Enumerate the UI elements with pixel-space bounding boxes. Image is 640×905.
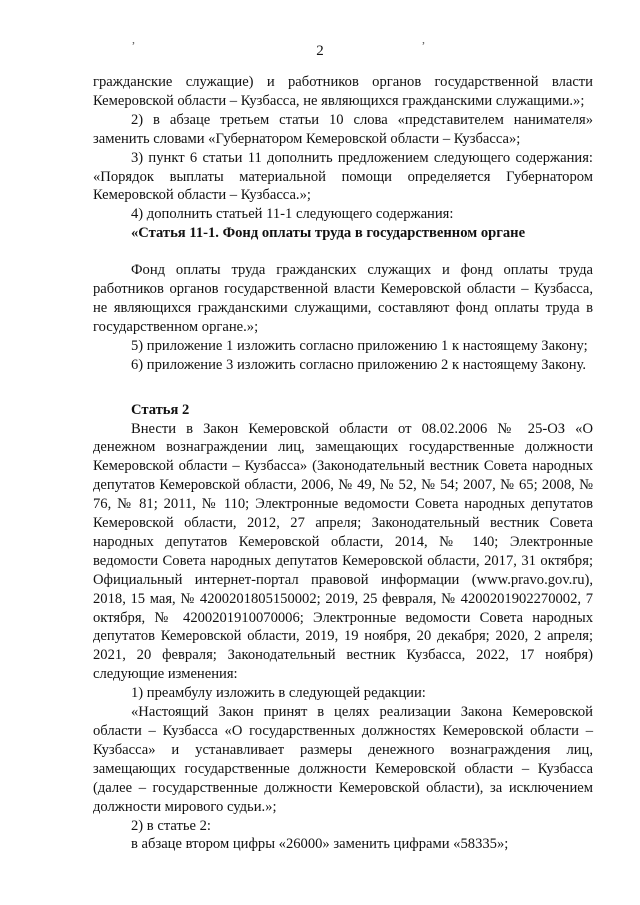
document-body bbox=[93, 73, 593, 854]
paragraph: 5) приложение 1 изложить согласно приложению 1 к настоящему Закону; bbox=[131, 337, 588, 354]
paragraph: 2) в абзаце третьем статьи 10 слова «представителем нанимателя» заменить словами «Губернатором Кемеровской области – Кузбасса»; bbox=[93, 111, 593, 147]
article-heading: «Статья 11-1. Фонд оплаты труда в государственном органе bbox=[131, 225, 526, 242]
paragraph: 1) преамбулу изложить в следующей редакции: bbox=[131, 685, 426, 702]
scan-mark: , bbox=[132, 32, 135, 46]
paragraph: «Настоящий Закон принят в целях реализации Закона Кемеровской области – Кузбасса «О государственных должностях Кемеровской области – Кузбасса» и устанавливает размеры денежного вознаграждения лиц, замещающих государственные должности Кемеровской области – Кузбасса (далее – государственные должности Кемеровской области), за исключением должности мирового судьи.»; bbox=[93, 704, 593, 815]
paragraph: в абзаце втором цифры «26000» заменить цифрами «58335»; bbox=[131, 836, 509, 853]
paragraph: гражданские служащие) и работников органов государственной власти Кемеровской области – Кузбасса, не являющихся гражданскими служащими.»; bbox=[93, 74, 593, 109]
paragraph: Фонд оплаты труда гражданских служащих и фонд оплаты труда работников органов государственной власти Кемеровской области – Кузбасса, не являющихся гражданскими служащими, составляют фонд оплаты труда в государственном органе.»; bbox=[93, 262, 593, 335]
page-number: 2 bbox=[316, 43, 324, 59]
paragraph: Внести в Закон Кемеровской области от 08.02.2006 № 25-ОЗ «О денежном вознаграждении лиц, замещающих государственные должности Кемеровской области – Кузбасса» (Законодательный вестник Совета народных депутатов Кемеровской области, 2006, № 49, № 52, № 54; 2007, № 65; 2008, № 76, № 81; 2011, № 110; Электронные ведомости Совета народных депутатов Кемеровской области, 2012, 27 апреля; Законодательный вестник Совета народных депутатов Кемеровской области, 2014, № 140; Электронные ведомости Совета народных депутатов Кемеровской области, 2017, 31 октября; Официальный интернет-портал правовой информации (www.pravo.gov.ru), 2018, 15 мая, № 4200201805150002; 2019, 25 февраля, № 4200201902270002, 7 октября, № 4200201910070006; Электронные ведомости Совета народных депутатов Кемеровской области, 2019, 19 ноября, 20 декабря; 2020, 2 апреля; 2021, 20 февраля; Законодательный вестник Кузбасса, 2022, 17 ноября) следующие изменения: bbox=[93, 420, 593, 683]
paragraph: 3) пункт 6 статьи 11 дополнить предложением следующего содержания: «Порядок выплаты материальной помощи определяется Губернатором Кемеровской области – Кузбасса.»; bbox=[93, 149, 593, 204]
article-title: Статья 2 bbox=[131, 401, 190, 418]
paragraph: 4) дополнить статьей 11-1 следующего содержания: bbox=[131, 206, 454, 223]
scan-mark: , bbox=[422, 32, 425, 46]
paragraph: 2) в статье 2: bbox=[131, 817, 211, 834]
paragraph: 6) приложение 3 изложить согласно приложению 2 к настоящему Закону. bbox=[131, 356, 587, 373]
